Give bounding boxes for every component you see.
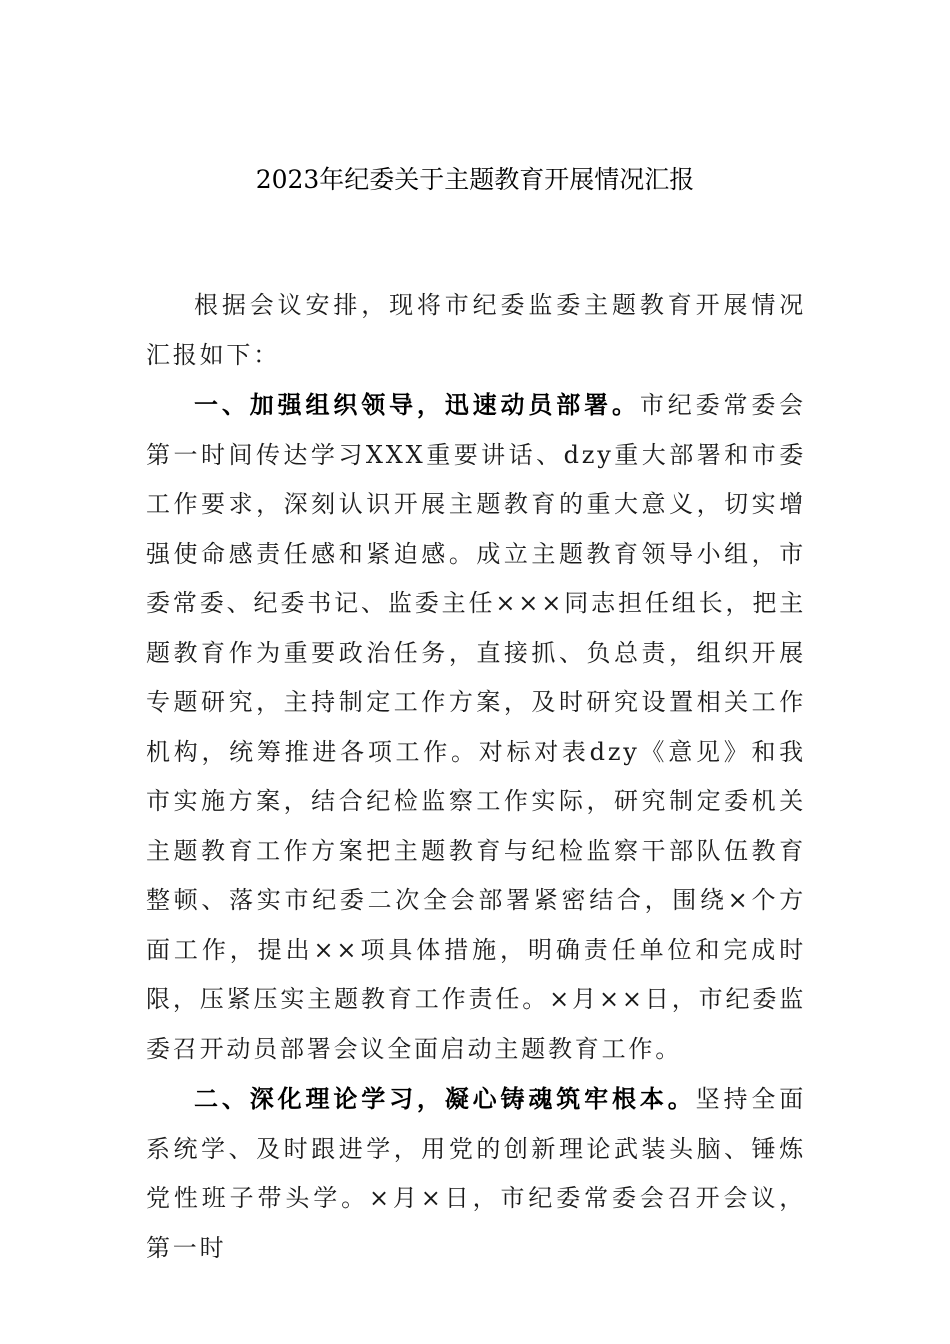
paragraph-text: 根据会议安排，现将市纪委监委主题教育开展情况汇报如下： <box>146 291 806 369</box>
section-one-paragraph <box>146 380 806 1074</box>
paragraph-text: 坚持全面系统学、及时跟进学，用党的创新理论武装头脑、锤炼党性班子带头学。×月×日，市纪委常委会召开会议，第一时 <box>146 1085 806 1262</box>
section-one-heading: 一、加强组织领导，迅速动员部署。 <box>194 390 640 419</box>
paragraph-text: 市纪委常委会第一时间传达学习XXX重要讲话、dzy重大部署和市委工作要求，深刻认识开展主题教育的重大意义，切实增强使命感责任感和紧迫感。成立主题教育领导小组，市委常委、纪委书记、监委主任×××同志担任组长，把主题教育作为重要政治任务，直接抓、负总责，组织开展专题研究，主持制定工作方案，及时研究设置相关工作机构，统筹推进各项工作。对标对表dzy《意见》和我市实施方案，结合纪检监察工作实际，研究制定委机关主题教育工作方案把主题教育与纪检监察干部队伍教育整顿、落实市纪委二次全会部署紧密结合，围绕×个方面工作，提出××项具体措施，明确责任单位和完成时限，压紧压实主题教育工作责任。×月××日，市纪委监委召开动员部署会议全面启动主题教育工作。 <box>146 391 806 1063</box>
section-two-paragraph <box>146 1074 806 1273</box>
intro-paragraph <box>146 281 806 380</box>
document-title: 2023年纪委关于主题教育开展情况汇报 <box>255 165 695 194</box>
document-body <box>146 281 806 1273</box>
section-two-heading: 二、深化理论学习，凝心铸魂筑牢根本。 <box>194 1084 696 1113</box>
